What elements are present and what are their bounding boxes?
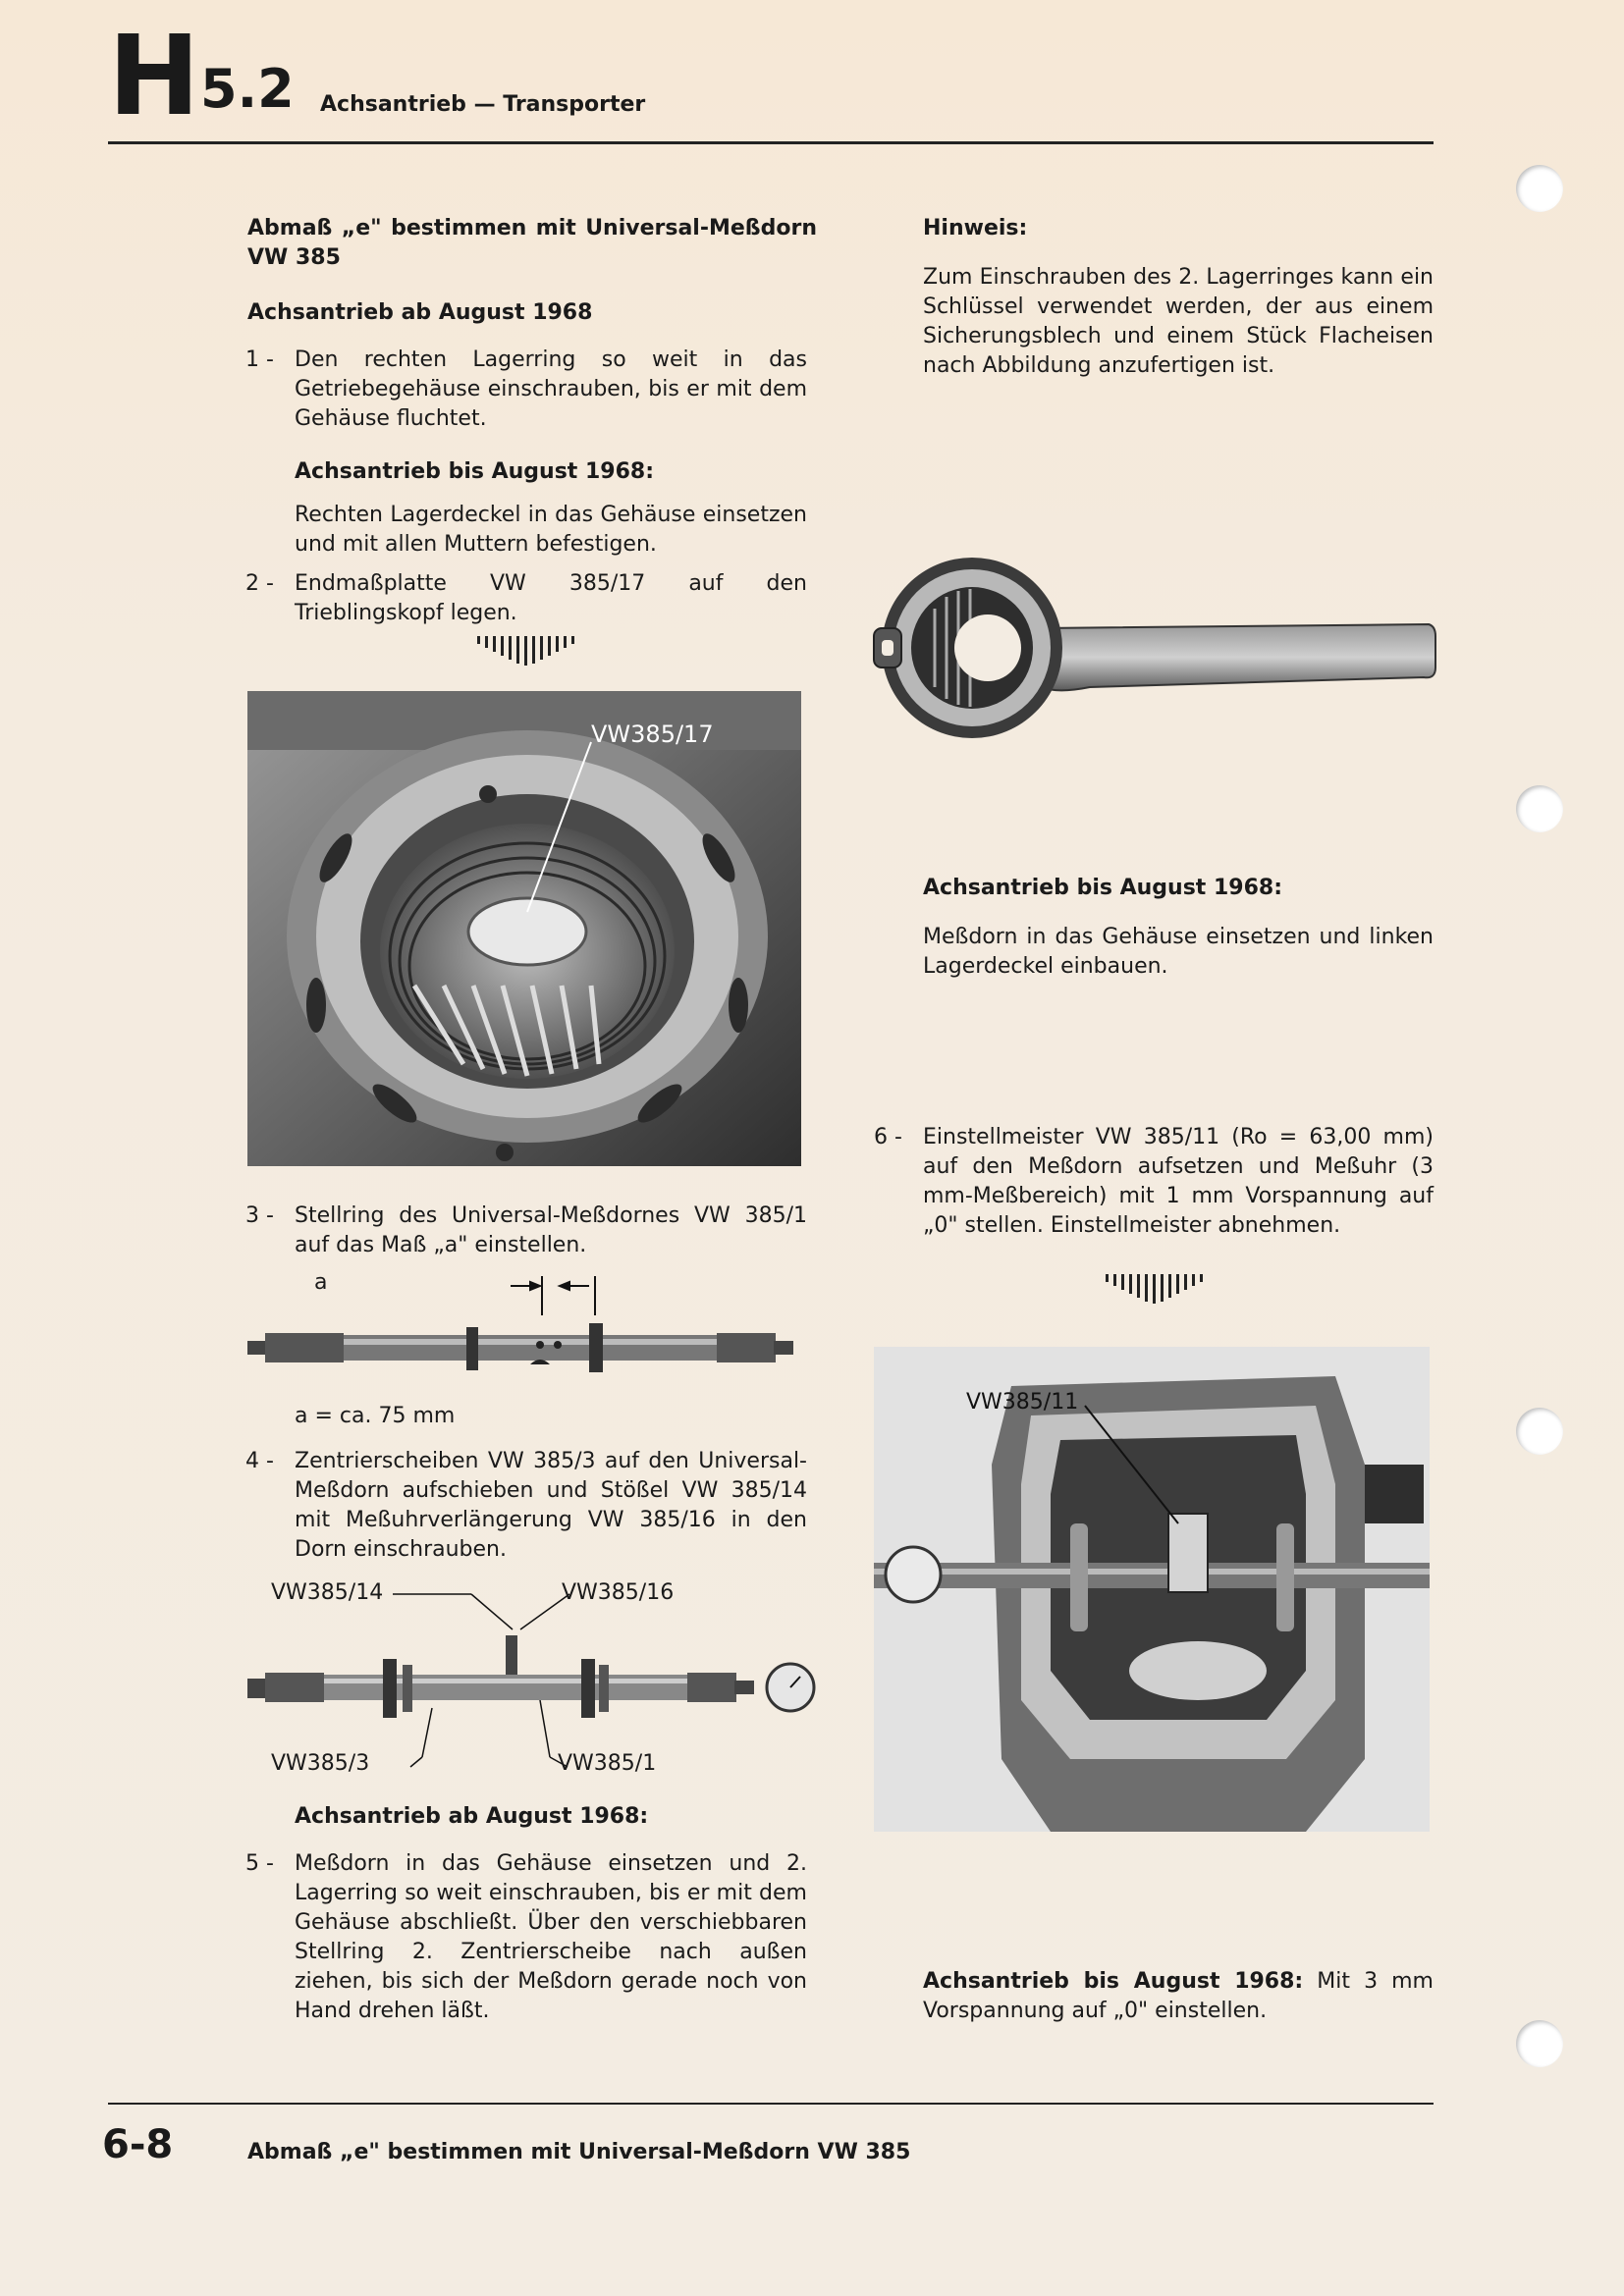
photo-gearbox-mandrel <box>874 1347 1430 1832</box>
down-arrow-icon <box>471 636 579 675</box>
dimension-label: a <box>314 1270 328 1295</box>
step-6 <box>874 1123 1434 1241</box>
final-note <box>923 1967 1434 2026</box>
left-heading: Abmaß „e" bestimmen mit Universal-Meßdorn VW 385 <box>247 216 817 270</box>
photo-bearing-housing <box>247 691 801 1166</box>
left-sub-heading: Achsantrieb bis August 1968: <box>295 459 655 484</box>
label-vw385-16: VW385/16 <box>562 1580 675 1605</box>
final-note-text: Mit 3 mm Vorspannung auf „0" einstellen. <box>923 1969 1434 2023</box>
punch-hole <box>1516 1408 1563 1455</box>
step-4 <box>245 1447 807 1565</box>
page-number: 6-8 <box>102 2122 174 2167</box>
step-number: 1 - <box>245 347 274 372</box>
step-number: 6 - <box>874 1125 902 1149</box>
left-subheading: Achsantrieb ab August 1968 <box>247 300 593 325</box>
step-text: Den rechten Lagerring so weit in das Getriebegehäuse einschrauben, bis er mit dem Gehäuse fluchtet. <box>295 347 807 431</box>
left-sub-text: Rechten Lagerdeckel in das Gehäuse einsetzen und mit allen Muttern befestigen. <box>295 503 807 557</box>
label-vw385-14: VW385/14 <box>271 1580 384 1605</box>
photo-label: VW385/11 <box>966 1390 1079 1415</box>
label-vw385-1: VW385/1 <box>558 1751 657 1776</box>
header-rule <box>108 141 1434 144</box>
step-5 <box>245 1849 807 2026</box>
step-text: Meßdorn in das Gehäuse einsetzen und 2. Lagerring so weit einschrauben, bis er mit dem Gehäuse abschließt. Über den verschiebbaren Stellring 2. Zentrierscheibe nach außen ziehen, bis sich der Meßdorn gerade noch von Hand drehen läßt. <box>295 1851 807 2023</box>
step-number: 4 - <box>245 1449 274 1473</box>
step-text: Stellring des Universal-Meßdornes VW 385/1 auf das Maß „a" einstellen. <box>295 1203 807 1257</box>
header-section: 5.2 <box>200 58 295 120</box>
right-sub-text: Meßdorn in das Gehäuse einsetzen und linken Lagerdeckel einbauen. <box>923 925 1434 979</box>
diagram-mandrel-dimension <box>245 1266 815 1384</box>
header-title: Achsantrieb — Transporter <box>320 92 646 117</box>
punch-hole <box>1516 785 1563 832</box>
punch-hole <box>1516 2020 1563 2067</box>
step-number: 2 - <box>245 571 274 596</box>
step-number: 5 - <box>245 1851 274 1876</box>
punch-hole <box>1516 165 1563 212</box>
step-text: Zentrierscheiben VW 385/3 auf den Universal-Meßdorn aufschieben und Stößel VW 385/14 mit Meßuhrverlängerung VW 385/16 in den Dorn einschrauben. <box>295 1449 807 1562</box>
header-letter: H <box>108 13 198 140</box>
step-text: Einstellmeister VW 385/11 (Ro = 63,00 mm) auf den Meßdorn aufsetzen und Meßuhr (3 mm-Meßbereich) mit 1 mm Vorspannung auf „0" stellen. Einstellmeister abnehmen. <box>923 1125 1434 1238</box>
dimension-caption: a = ca. 75 mm <box>295 1404 456 1428</box>
photo-label: VW385/17 <box>591 721 714 748</box>
final-note-heading: Achsantrieb bis August 1968: <box>923 1969 1304 1994</box>
step-1 <box>245 346 807 434</box>
step-3 <box>245 1201 807 1260</box>
step-number: 3 - <box>245 1203 274 1228</box>
down-arrow-icon <box>1100 1274 1208 1313</box>
step-text: Endmaßplatte VW 385/17 auf den Trieblingskopf legen. <box>295 571 807 625</box>
note-text: Zum Einschrauben des 2. Lagerringes kann ein Schlüssel verwendet werden, der aus einem Sicherungsblech und einem Stück Flacheisen nach Abbildung anzufertigen ist. <box>923 265 1434 378</box>
label-vw385-3: VW385/3 <box>271 1751 370 1776</box>
step-2 <box>245 569 807 628</box>
left-heading-step5: Achsantrieb ab August 1968: <box>295 1804 649 1829</box>
footer-title: Abmaß „e" bestimmen mit Universal-Meßdorn VW 385 <box>247 2140 911 2164</box>
right-sub-heading: Achsantrieb bis August 1968: <box>923 876 1283 900</box>
wrench-illustration <box>864 550 1453 746</box>
note-heading: Hinweis: <box>923 216 1028 240</box>
footer-rule <box>108 2103 1434 2105</box>
